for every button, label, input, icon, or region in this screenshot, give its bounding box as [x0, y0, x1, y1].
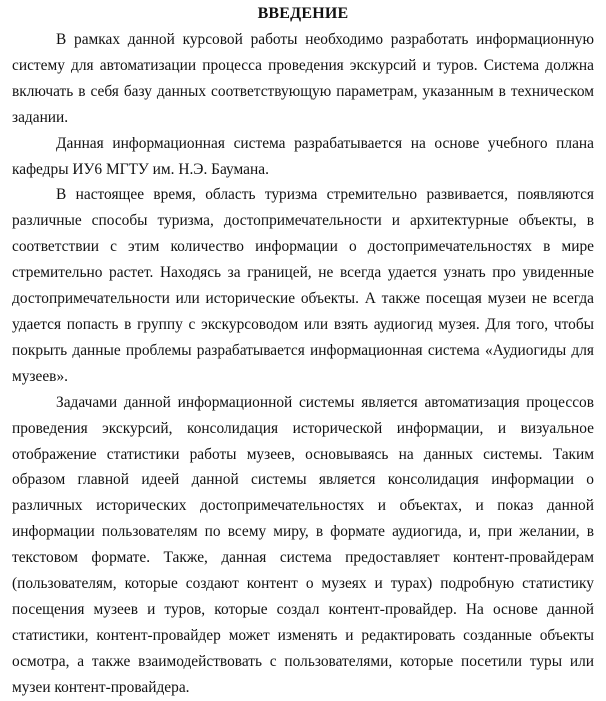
paragraph-background: В настоящее время, область туризма стремительно развивается, появляются различные способы туризма, достопримечательности и архитектурные объекты, в соответствии с этим количество информации о достопримечательностях в мире стремительно растет. Находясь за границей, не всегда удается узнать про увиденные достопримечательности или исторические объекты. А также посещая музеи не всегда удается попасть в группу с экскурсоводом или взять аудиогид музея. Для того, чтобы покрыть данные проблемы разрабатывается информационная система «Аудиогиды для музеев».: [12, 186, 594, 385]
paragraph-curriculum: Данная информационная система разрабатывается на основе учебного плана кафедры ИУ6 МГТУ им. Н.Э. Баумана.: [12, 134, 594, 178]
paragraph-goals: Задачами данной информационной системы является автоматизация процессов проведения экскурсий, консолидация исторической информации, и визуальное отображение статистики работы музеев, основываясь на данных системы. Таким образом главной идеей данной системы является консолидация информации о различных исторических достопримечательностях и объектах, и показ данной информации пользователям по всему миру, в формате аудиогида, и, при желании, в текстовом формате. Также, данная система предоставляет контент-провайдерам (пользователям, которые создают контент о музеях и турах) подробную статистику посещения музеев и туров, которые создал контент-провайдер. На основе данной статистики, контент-провайдер может изменять и редактировать созданные объекты осмотра, а также взаимодействовать с пользователями, которые посетили туры или музеи контент-провайдера.: [12, 393, 594, 696]
document-title: ВВЕДЕНИЕ: [257, 5, 349, 22]
paragraph-purpose: В рамках данной курсовой работы необходимо разработать информационную систему для автоматизации процесса проведения экскурсий и туров. Система должна включать в себя базу данных соответствующую параметрам, указанным в техническом задании.: [12, 31, 594, 126]
document-page: [12, 0, 594, 701]
